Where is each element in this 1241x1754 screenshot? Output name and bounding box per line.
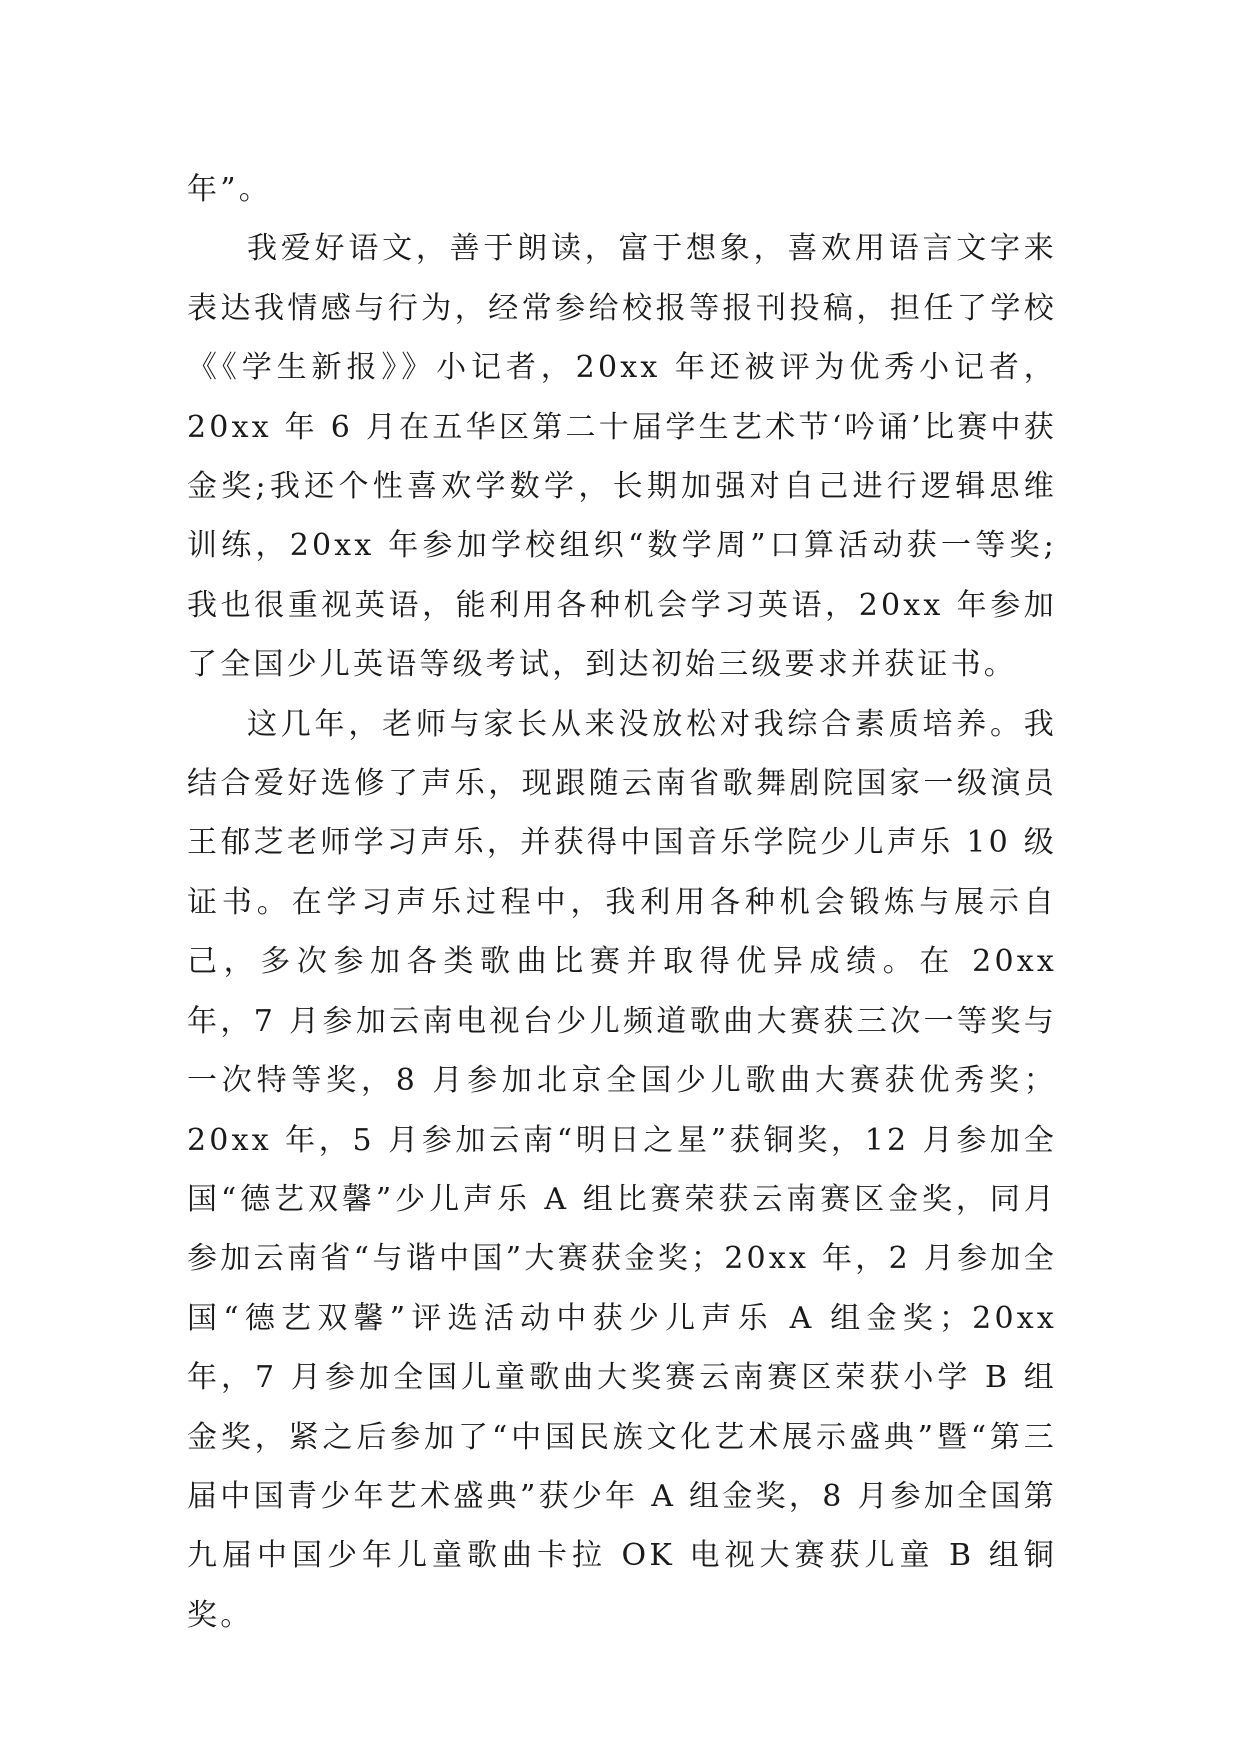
paragraph-vocal-music: 这几年，老师与家长从来没放松对我综合素质培养。我结合爱好选修了声乐，现跟随云南省歌舞剧院国家一级演员王郁芝老师学习声乐，并获得中国音乐学院少儿声乐 10 级证书。在学习声乐过程中，我利用各种机会锻炼与展示自己，多次参加各类歌曲比赛并取得优异成绩。在 20xx 年，7 月参加云南电视台少儿频道歌曲大赛获三次一等奖与一次特等奖，8 月参加北京全国少儿歌曲大赛获优秀奖；20xx 年，5 月参加云南“明日之星”获铜奖，12 月参加全国“德艺双馨”少儿声乐 A 组比赛荣获云南赛区金奖，同月参加云南省“与谐中国”大赛获金奖；20xx 年，2 月参加全国“德艺双馨”评选活动中获少儿声乐 A 组金奖；20xx 年，7 月参加全国儿童歌曲大奖赛云南赛区荣获小学 B 组金奖，紧之后参加了“中国民族文化艺术展示盛典”暨“第三届中国青少年艺术盛典”获少年 A 组金奖，8 月参加全国第九届中国少年儿童歌曲卡拉 OK 电视大赛获儿童 B 组铜奖。 bbox=[187, 706, 1057, 1633]
paragraph-continuation: 年”。 bbox=[187, 172, 272, 207]
paragraph-language-studies: 我爱好语文，善于朗读，富于想象，喜欢用语言文字来表达我情感与行为，经常参给校报等报刊投稿，担任了学校《《学生新报》》小记者，20xx 年还被评为优秀小记者，20xx 年 6 月在五华区第二十届学生艺术节‘吟诵’比赛中获金奖;我还个性喜欢学数学，长期加强对自己进行逻辑思维训练，20xx 年参加学校组织“数学周”口算活动获一等奖;我也很重视英语，能利用各种机会学习英语，20xx 年参加了全国少儿英语等级考试，到达初始三级要求并获证书。 bbox=[187, 231, 1057, 683]
document-body bbox=[187, 160, 1057, 1645]
